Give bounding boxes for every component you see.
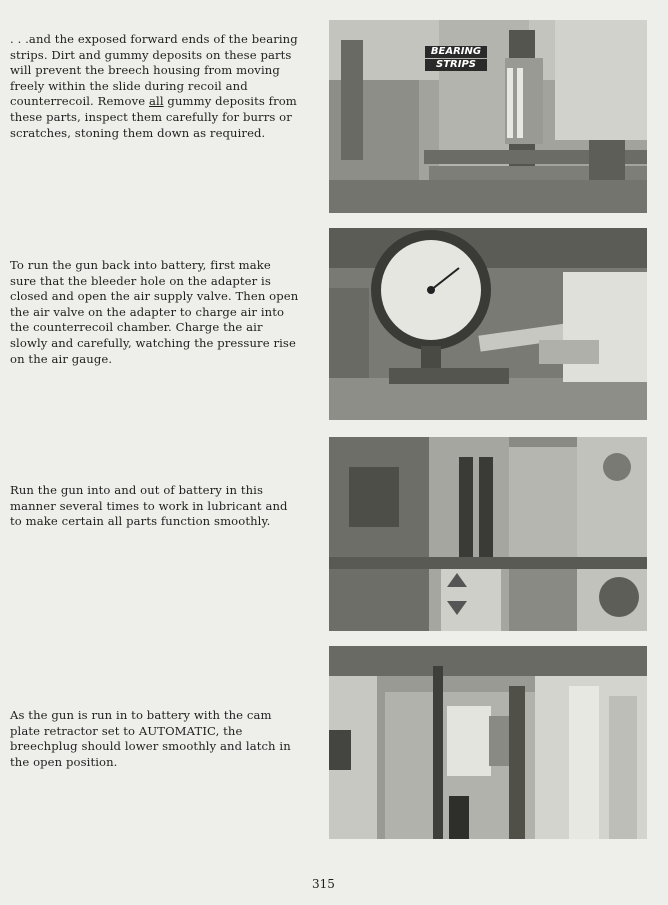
breech-mechanism-image bbox=[329, 437, 647, 631]
photo-breechplug bbox=[329, 646, 647, 839]
photo-air-gauge bbox=[329, 228, 647, 420]
paragraph-lubricant: Run the gun into and out of battery in this manner several times to work in lubricant and to make certain all parts function smoothly. bbox=[10, 483, 288, 529]
paragraph-run-into-battery: To run the gun back into battery, first make sure that the bleeder hole on the adapter is closed and open the air supply valve. Then open the air valve on the adapter to charge air into the counterrecoil chamber. Charge the air slowly and carefully, watching the pressure rise on the air gauge. bbox=[10, 258, 299, 366]
paragraph-bearing-strips bbox=[10, 32, 300, 141]
callout-line-1: BEARING bbox=[425, 46, 487, 58]
paragraph-text-start: . . .and the exposed forward ends of the bearing strips. Dirt and gummy deposits on these parts will prevent the breech housing from moving freely within the slide during recoil and counterrecoil. Remove bbox=[10, 32, 298, 109]
breechplug-image bbox=[329, 646, 647, 839]
photo-bearing-strips bbox=[329, 20, 647, 213]
underlined-word: all bbox=[149, 94, 164, 109]
callout-line-2: STRIPS bbox=[425, 59, 487, 71]
bearing-strips-image bbox=[329, 20, 647, 213]
air-gauge-image bbox=[329, 228, 647, 420]
paragraph-text-end: gummy deposits from these parts, inspect them carefully for burrs or scratches, stoning them down as required. bbox=[10, 94, 297, 140]
bearing-strips-callout bbox=[425, 46, 487, 72]
photo-breech-mechanism bbox=[329, 437, 647, 631]
page-number: 315 bbox=[312, 877, 335, 891]
paragraph-breechplug: As the gun is run in to battery with the cam plate retractor set to AUTOMATIC, the breechplug should lower smoothly and latch in the open position. bbox=[10, 708, 291, 769]
